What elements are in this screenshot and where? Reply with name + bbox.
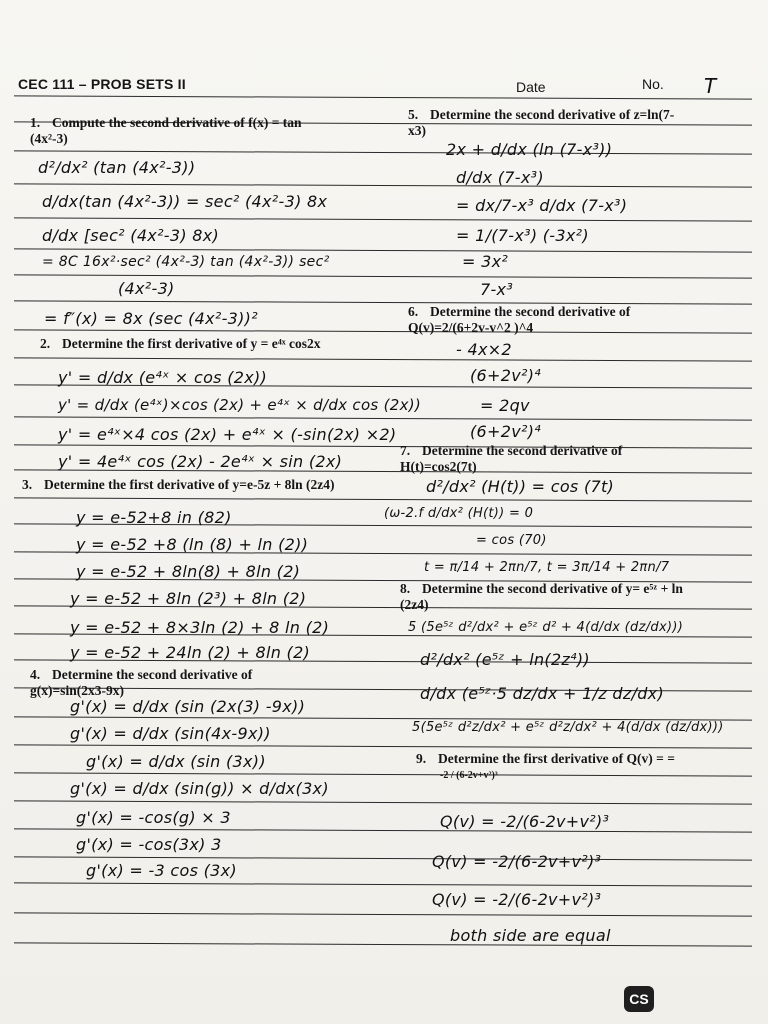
problem-6	[408, 304, 678, 336]
work-line: g'(x) = -cos(3x) 3	[76, 835, 222, 854]
work-line: = 8C 16x²·sec² (4x²-3) tan (4x²-3)) sec²	[42, 254, 330, 270]
problem-text: Compute the second derivative of f(x) = tan (4x²-3)	[30, 115, 302, 146]
work-line: both side are equal	[450, 926, 611, 945]
ruled-line	[14, 151, 752, 155]
date-label: Date	[516, 79, 546, 95]
ruled-line	[14, 800, 752, 804]
work-line: = f″(x) = 8x (sec (4x²-3))²	[44, 309, 258, 328]
problem-number: 8.	[400, 581, 411, 596]
problem-9-fraction: -2 / (6-2v+v²)³	[440, 770, 498, 781]
work-line: g'(x) = d/dx (sin (2x(3) -9x))	[70, 697, 306, 716]
work-line: d²/dx² (H(t)) = cos (7t)	[426, 477, 615, 496]
ruled-line	[14, 772, 752, 776]
work-line: (6+2v²)⁴	[470, 422, 541, 441]
corner-mark: T	[704, 74, 717, 98]
ruled-line	[14, 95, 752, 99]
problem-8	[400, 581, 700, 613]
work-line: = dx/7-x³ d/dx (7-x³)	[456, 196, 628, 215]
work-line: = 2qv	[480, 396, 530, 415]
problem-number: 7.	[400, 443, 411, 458]
problem-number: 6.	[408, 304, 419, 319]
work-line: y = e-52 + 8ln (2³) + 8ln (2)	[70, 589, 307, 608]
problem-text: Determine the second derivative of z=ln(7-x3)	[408, 107, 675, 138]
work-line: d/dx (7-x³)	[456, 168, 544, 187]
work-line: y = e-52 + 8×3ln (2) + 8 ln (2)	[70, 618, 330, 637]
problem-number: 1.	[30, 115, 41, 130]
work-line: y = e-52 + 24ln (2) + 8ln (2)	[70, 643, 311, 662]
ruled-line	[14, 828, 752, 832]
ruled-line	[14, 357, 752, 361]
work-line: d/dx(tan (4x²-3)) = sec² (4x²-3) 8x	[42, 192, 328, 211]
work-line: y' = e⁴ˣ×4 cos (2x) + e⁴ˣ × (-sin(2x) ×2)	[58, 425, 397, 444]
problem-7	[400, 443, 690, 475]
problem-number: 4.	[30, 667, 41, 682]
problem-3	[22, 477, 342, 493]
work-line: 5 (5e⁵ᶻ d²/dx² + e⁵ᶻ d² + 4(d/dx (dz/dx)))	[408, 620, 684, 635]
work-line: y = e-52 +8 (ln (8) + ln (2))	[76, 535, 309, 554]
ruled-line	[14, 882, 752, 886]
ruled-line	[14, 497, 752, 501]
problem-1	[30, 115, 310, 147]
ruled-line	[14, 912, 752, 916]
work-line: g'(x) = d/dx (sin (3x))	[86, 752, 266, 771]
problem-number: 2.	[40, 336, 51, 351]
work-line: 7-x³	[480, 280, 514, 299]
work-line: g'(x) = -cos(g) × 3	[76, 808, 231, 827]
work-line: g'(x) = d/dx (sin(4x-9x))	[70, 724, 271, 743]
work-line: d/dx (e⁵ᶻ·5 dz/dx + 1/z dz/dx)	[420, 684, 664, 703]
problem-text: Determine the second derivative of H(t)=cos2(7t)	[400, 443, 623, 474]
problem-number: 5.	[408, 107, 419, 122]
work-line: t = π/14 + 2πn/7, t = 3π/14 + 2πn/7	[424, 560, 670, 575]
work-line: d²/dx² (e⁵ᶻ + ln(2z⁴))	[420, 650, 590, 669]
problem-text: Determine the first derivative of Q(v) = =	[438, 751, 675, 766]
work-line: - 4x×2	[456, 340, 512, 359]
ruled-line	[14, 249, 752, 253]
work-line: Q(v) = -2/(6-2v+v²)³	[432, 890, 602, 909]
work-line: d/dx [sec² (4x²-3) 8x)	[42, 226, 220, 245]
work-line: 2x + d/dx (ln (7-x³))	[446, 140, 613, 159]
work-line: g'(x) = -3 cos (3x)	[86, 861, 237, 880]
work-line: y = e-52+8 in (82)	[76, 508, 232, 527]
work-line: y' = 4e⁴ˣ cos (2x) - 2e⁴ˣ × sin (2x)	[58, 452, 343, 471]
work-line: d²/dx² (tan (4x²-3))	[38, 158, 196, 177]
work-line: Q(v) = -2/(6-2v+v²)³	[432, 852, 602, 871]
work-line: = 1/(7-x³) (-3x²)	[456, 226, 589, 245]
work-line: = cos (70)	[476, 533, 547, 548]
ruled-line	[14, 184, 752, 188]
problem-5	[408, 107, 678, 139]
number-label: No.	[642, 76, 664, 92]
work-line: (6+2v²)⁴	[470, 366, 541, 385]
ruled-line	[14, 942, 752, 946]
ruled-line	[14, 218, 752, 222]
work-line: Q(v) = -2/(6-2v+v²)³	[440, 812, 610, 831]
problem-number: 3.	[22, 477, 33, 492]
work-line: (ω-2.f d/dx² (H(t)) = 0	[384, 506, 534, 521]
problem-text: Determine the second derivative of Q(v)=2/(6+2v-v^2 )^4	[408, 304, 631, 335]
problem-9	[416, 751, 746, 767]
work-line: (4x²-3)	[118, 279, 175, 298]
work-line: y' = d/dx (e⁴ˣ)×cos (2x) + e⁴ˣ × d/dx cos (2x))	[58, 396, 422, 414]
work-line: g'(x) = d/dx (sin(g)) × d/dx(3x)	[70, 779, 329, 798]
problem-2	[40, 336, 340, 352]
camscanner-logo: CS	[624, 986, 654, 1012]
problem-text: Determine the first derivative of y=e-5z + 8ln (2z4)	[44, 477, 335, 492]
ruled-line	[14, 744, 752, 748]
page-title: CEC 111 – PROB SETS II	[18, 76, 186, 92]
problem-number: 9.	[416, 751, 427, 766]
work-line: 5(5e⁵ᶻ d²z/dx² + e⁵ᶻ d²z/dx² + 4(d/dx (dz/dx)))	[412, 720, 724, 735]
problem-text: Determine the first derivative of y = e⁴ˣ cos2x	[62, 336, 321, 351]
problem-text: Determine the second derivative of y= e⁵ᶻ + ln (2z4)	[400, 581, 683, 612]
work-line: = 3x²	[462, 252, 509, 271]
ruled-line	[14, 416, 752, 420]
problem-4	[30, 667, 300, 699]
ruled-line	[14, 856, 752, 860]
work-line: y' = d/dx (e⁴ˣ × cos (2x))	[58, 368, 268, 387]
work-line: y = e-52 + 8ln(8) + 8ln (2)	[76, 562, 301, 581]
problem-text: Determine the second derivative of g(x)=sin(2x3-9x)	[30, 667, 253, 698]
